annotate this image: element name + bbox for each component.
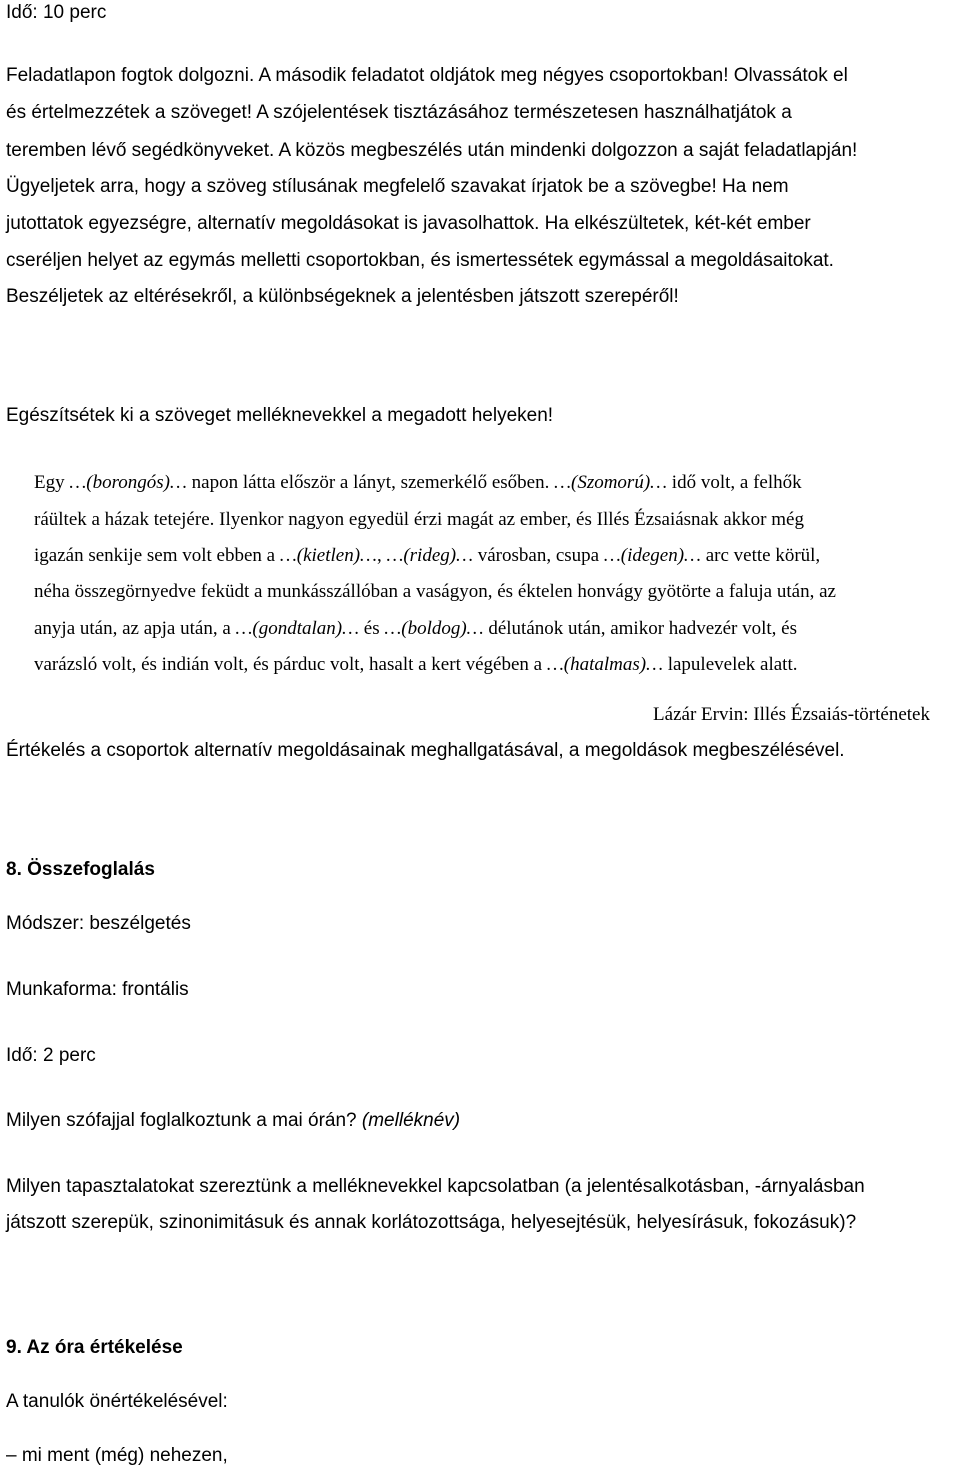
story-segment: anyja után, az apja után, a <box>34 618 236 639</box>
question-2-line: Milyen tapasztalatokat szereztünk a melléknevekkel kapcsolatban (a jelentésalkotásban, -árnyalásban <box>6 1176 865 1197</box>
question-1-answer: (melléknév) <box>361 1110 461 1131</box>
story-line <box>34 654 798 676</box>
story-line <box>34 545 820 567</box>
instruction-line: Beszéljetek az eltérésekről, a különbségeknek a jelentésben játszott szerepéről! <box>6 286 679 307</box>
story-segment: idő volt, a felhők <box>667 472 802 493</box>
attribution: Lázár Ervin: Illés Ézsaiás-történetek <box>653 704 930 725</box>
question-1-text: Milyen szófajjal foglalkoztunk a mai órán? <box>6 1110 362 1131</box>
section-8-time: Idő: 2 perc <box>6 1045 96 1066</box>
self-evaluation-intro: A tanulók önértékelésével: <box>6 1391 228 1412</box>
story-segment: délutánok után, amikor hadvezér volt, és <box>483 618 797 639</box>
story-segment: néha összegörnyedve feküdt a munkásszállóban a vaságyon, és éktelen honvágy gyötörte a faluja után, az <box>34 581 836 602</box>
fill-in-adjective: …(hatalmas)… <box>546 654 663 675</box>
question-1 <box>6 1110 460 1132</box>
fill-in-adjective: …(boldog)… <box>384 618 484 639</box>
story-segment: arc vette körül, <box>700 545 821 566</box>
evaluation-text: Értékelés a csoportok alternatív megoldásainak meghallgatásával, a megoldások megbeszélésével. <box>6 740 845 761</box>
story-segment: Egy <box>34 472 70 493</box>
story-line <box>34 618 797 640</box>
question-2-line: játszott szerepük, szinonimitásuk és annak korlátozottsága, helyesejtésük, helyesírásuk, fokozásuk)? <box>6 1212 857 1233</box>
instruction-line: és értelmezzétek a szöveget! A szójelentések tisztázásához természetesen használhatjátok a <box>6 102 792 123</box>
story-segment: varázsló volt, és indián volt, és párduc volt, hasalt a kert végében a <box>34 654 547 675</box>
fill-in-adjective: …(idegen)… <box>603 545 701 566</box>
story-segment: , <box>376 545 387 566</box>
story-line <box>34 509 804 531</box>
instruction-line: Feladatlapon fogtok dolgozni. A második feladatot oldjátok meg négyes csoportokban! Olvassátok el <box>6 65 848 86</box>
story-segment: napon látta először a lányt, szemerkélő esőben. <box>186 472 555 493</box>
story-segment: és <box>359 618 385 639</box>
instruction-line: Ügyeljetek arra, hogy a szöveg stílusának megfelelő szavakat írjatok be a szövegbe! Ha nem <box>6 176 789 197</box>
story-line <box>34 472 802 494</box>
story-segment: városban, csupa <box>473 545 604 566</box>
instruction-line: teremben lévő segédkönyveket. A közös megbeszélés után mindenki dolgozzon a saját feladatlapján! <box>6 140 858 161</box>
workform-label: Munkaforma: frontális <box>6 979 189 1000</box>
fill-in-adjective: …(kietlen)… <box>279 545 377 566</box>
task-heading: Egészítsétek ki a szöveget melléknevekkel a megadott helyeken! <box>6 405 554 426</box>
section-8-title: 8. Összefoglalás <box>6 859 155 880</box>
instruction-line: cseréljen helyet az egymás melletti csoportokban, és ismertessétek egymással a megoldásaitokat. <box>6 250 834 271</box>
section-9-title: 9. Az óra értékelése <box>6 1337 183 1358</box>
method-label: Módszer: beszélgetés <box>6 913 191 934</box>
story-line <box>34 581 836 603</box>
fill-in-adjective: …(borongós)… <box>69 472 187 493</box>
time-label: Idő: 10 perc <box>6 2 107 23</box>
bullet-item: – mi ment (még) nehezen, <box>6 1445 228 1466</box>
fill-in-adjective: …(rideg)… <box>386 545 473 566</box>
story-segment: ráültek a házak tetejére. Ilyenkor nagyon egyedül érzi magát az ember, és Illés Ézsaiásnak akkor még <box>34 509 804 530</box>
fill-in-adjective: …(Szomorú)… <box>554 472 668 493</box>
fill-in-adjective: …(gondtalan)… <box>235 618 360 639</box>
story-segment: igazán senkije sem volt ebben a <box>34 545 280 566</box>
story-segment: lapulevelek alatt. <box>662 654 798 675</box>
instruction-line: jutottatok egyezségre, alternatív megoldásokat is javasolhattok. Ha elkészültetek, két-két ember <box>6 213 811 234</box>
